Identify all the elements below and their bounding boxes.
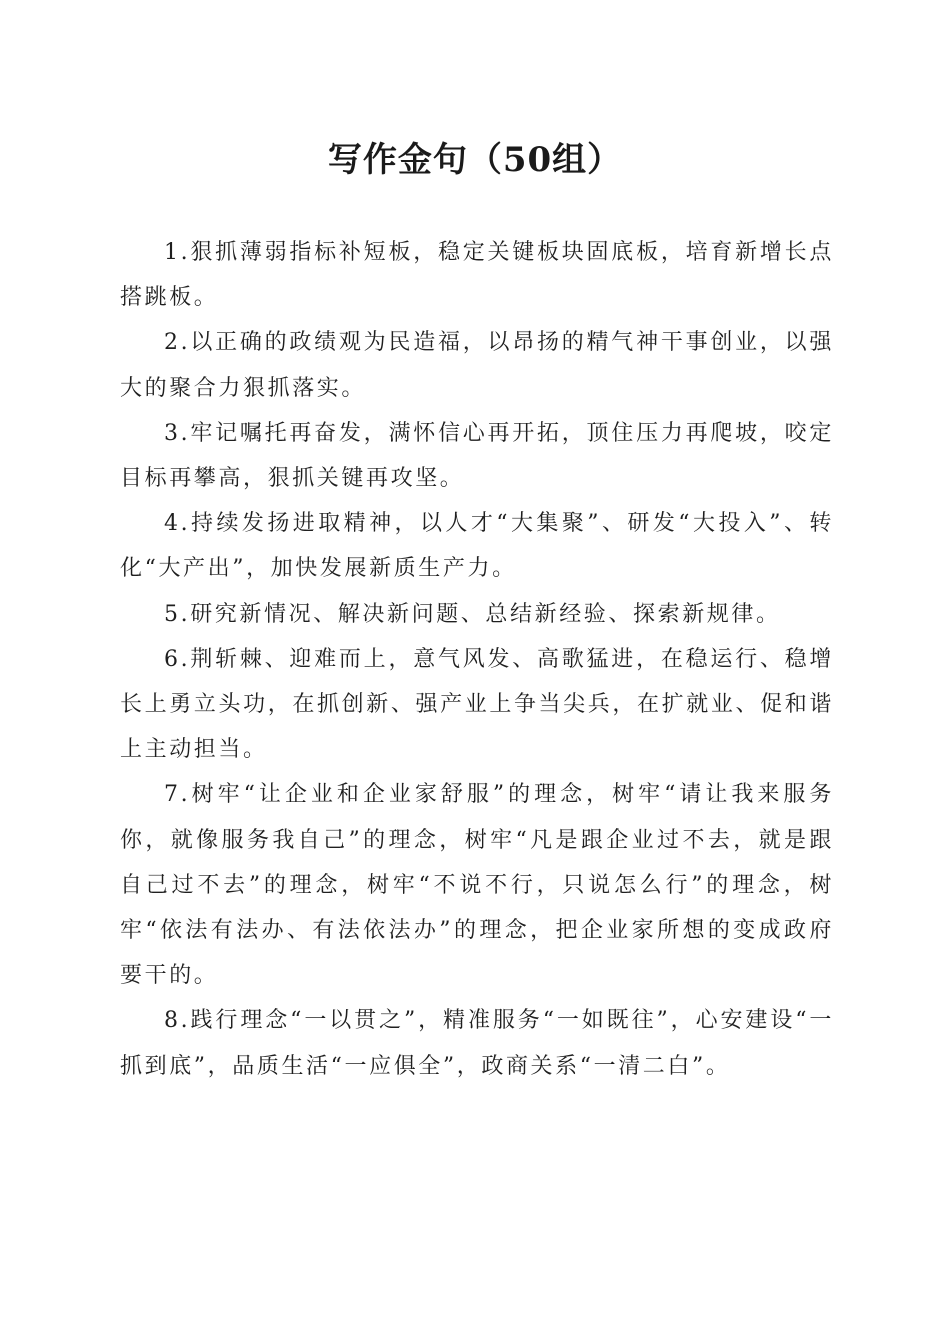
paragraph-8: 8.践行理念“一以贯之”，精准服务“一如既往”，心安建设“一抓到底”，品质生活“一应俱全”，政商关系“一清二白”。 bbox=[120, 1008, 834, 1079]
paragraph-1: 1.狠抓薄弱指标补短板，稳定关键板块固底板，培育新增长点搭跳板。 bbox=[120, 240, 834, 311]
paragraph-2: 2.以正确的政绩观为民造福，以昂扬的精气神干事创业，以强大的聚合力狠抓落实。 bbox=[120, 330, 834, 401]
paragraph-6: 6.荆斩棘、迎难而上，意气风发、高歌猛进，在稳运行、稳增长上勇立头功，在抓创新、强产业上争当尖兵，在扩就业、促和谐上主动担当。 bbox=[120, 646, 834, 763]
paragraph-4: 4.持续发扬进取精神，以人才“大集聚”、研发“大投入”、转化“大产出”，加快发展新质生产力。 bbox=[120, 511, 834, 582]
paragraph-5: 5.研究新情况、解决新问题、总结新经验、探索新规律。 bbox=[164, 601, 781, 627]
paragraph-7: 7.树牢“让企业和企业家舒服”的理念，树牢“请让我来服务你，就像服务我自己”的理念，树牢“凡是跟企业过不去，就是跟自己过不去”的理念，树牢“不说不行，只说怎么行”的理念，树牢“依法有法办、有法依法办”的理念，把企业家所想的变成政府要干的。 bbox=[120, 782, 834, 989]
document-body bbox=[120, 230, 834, 1089]
document-title: 写作金句（50组） bbox=[327, 140, 623, 180]
paragraph-3: 3.牢记嘱托再奋发，满怀信心再开拓，顶住压力再爬坡，咬定目标再攀高，狠抓关键再攻坚。 bbox=[120, 420, 834, 492]
